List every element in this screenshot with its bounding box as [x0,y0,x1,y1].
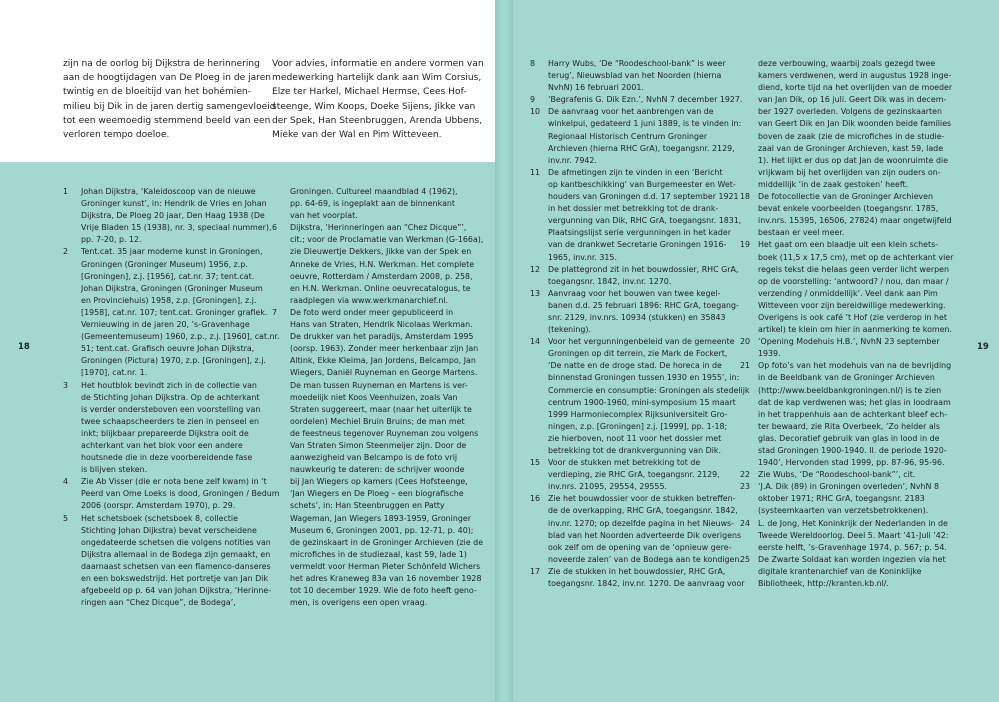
endnote-line: 1965, inv.nr. 315. [548,252,617,262]
endnote-line: daarnaast schetsen van een flamenco-danseres [81,561,271,571]
endnote-line: ‘Jan Wiegers en De Ploeg – een biografische [290,489,464,499]
endnote-number: 10 [530,107,541,117]
endnote-line: inv.nrs. 15395, 16506, 27824) maar ongetwijfeld [758,216,952,226]
page-number-right: 19 [977,342,989,352]
endnote-line: 51; tent.cat. Grafisch oeuvre Johan Dijkstra, [81,344,255,354]
endnote-line: 1940’, Hervonden stad 1999, pp. 87-96, 95-96. [758,458,945,468]
endnote-line: snr. 2129, inv.nrs. 10934 (stukken) en 35843 [548,312,726,322]
endnote-line: Witteveen voor zijn bereidwillige medewerking. [758,300,946,310]
endnote-line: inv.nr. 1270; op dezelfde pagina in het Nieuws- [548,518,734,528]
endnote-line: en H.N. Werkman. Online oeuvrecatalogus, te [290,283,471,293]
endnote [740,239,980,336]
endnote [530,336,748,457]
endnote-line: terug’, Nieuwsblad van het Noorden (hierna [548,71,722,81]
endnote-line: ‘Begrafenis G. Dik Ezn.’, NvhN 7 december 1927. [548,95,743,105]
endnote-line: De man tussen Ruyneman en Martens is ver- [290,380,468,390]
endnote-line: Zie het bouwdossier voor de stukken betreffen- [548,494,736,504]
endnote-line: de Stichting Johan Dijkstra. Op de achterkant [81,392,260,402]
endnote [530,264,748,288]
endnote-number: 8 [530,59,536,68]
endnote-line: inv.nrs. 21095, 29554, 29555. [548,482,667,492]
endnote-line: De fotocollectie van de Groninger Archieven [758,192,933,202]
endnote-number: 24 [740,518,751,528]
endnote-line: Het houtblok bevindt zich in de collectie van [81,380,257,390]
endnote-line: Van Straten Simon Steenmeijer zijn. Door de [290,440,467,450]
endnote-line: 1939. [758,349,781,359]
book-gutter [495,0,513,702]
endnotes-column-3 [530,58,748,590]
endnote-line: Groningen (Pictura) 1970, z.p. [Groningen], z.j. [81,356,266,366]
endnote-line: de de overkapping, RHC GrA, toegangsnr. 1842, [548,506,738,516]
endnote-line: middellijk ‘in de zaak gestoken’ heeft. [758,179,909,189]
endnote-line: Zie de stukken in het bouwdossier, RHC GrA, [548,566,726,576]
endnote-line: houtsnede die in deze voorbereidende fase [81,453,253,463]
endnote-line: noveerde zalen’ van de Bodega aan te kondigen. [548,554,742,564]
endnote [530,493,748,566]
endnote-line: Zie Ab Visser (die er nota bene zelf kwam) in ‘t [81,477,267,487]
endnote-line: Voor de stukken met betrekking tot de [548,458,701,468]
endnote-line: NvhN) 16 februari 2001. [548,83,644,93]
endnote-line: (http://www.beeldbankgroningen.nl/) is te zien [758,385,942,395]
endnote-line: (Gemeentemuseum) 1960, z.p., z.j. [1960], cat.nr. [81,332,280,342]
endnote-line: Op foto’s van het modehuis van na de bevrijding [758,361,952,371]
endnote-line: Commercie en consumptie: Groningen als stedelijk [548,385,750,395]
endnote-line: (oorsp. 1963). Zonder meer herkenbaar zijn Jan [290,344,479,354]
endnote-line: Zie Wubs, ‘De “Roodeschool-bank”’, cit. [758,470,916,480]
endnote-line: in het dossier met betrekking tot de drank- [548,204,719,214]
endnote [740,518,980,554]
endnote-line: Plaatsingslijst serie vergunningen in het kader [548,228,731,238]
endnote-line: Wiegers, Daniël Ruyneman en George Martens. [290,368,478,378]
text-line: medewerking hartelijk dank aan Wim Corsius, [272,73,482,84]
endnote-number: 7 [272,307,278,317]
text-line: Elze ter Harkel, Michael Hermse, Cees Hof- [272,87,467,98]
endnote-line: verdieping, zie RHC GrA, toegangsnr. 2129, [548,470,720,480]
endnote [63,380,263,477]
endnote-line: zaal van de Groninger Archieven, kast 59, lade [758,143,944,153]
endnote-line: ongedateerde schetsen die volgens notities van [81,537,271,547]
endnote-line: cit.; voor de Proclamatie van Werkman (G-166a), [290,235,484,245]
endnote-line: [Groningen], z.j. [1956], cat.nr. 37; tent.cat. [81,271,255,281]
endnote-line: het adres Kraneweg 83a van 16 november 1928 [290,574,482,583]
endnote-line: Peerd van Ome Loeks is dood, Groningen / Bedum [81,489,280,499]
endnote-line: oktober 1971; RHC GrA, toegangsnr. 2183 [758,494,925,504]
endnote-line: digitale krantenarchief van de Koninklijke [758,566,922,576]
endnote [530,288,748,336]
endnote-line: ter bewaard, zie Rita Overbeek, ‘Zo helder als [758,421,940,431]
endnote-line: Groninger kunst’, in: Hendrik de Vries en Johan [81,199,267,209]
endnote-line: De drukker van het paradijs, Amsterdam 1995 [290,332,474,342]
endnote-line: Dijkstra allemaal in de Bodega zijn gemaakt, en [81,549,271,559]
endnote-line: Johan Dijkstra, Groningen (Groninger Museum [81,283,263,293]
endnote-line: Dijkstra, ‘Herinneringen aan “Chez Dicque”’, [290,223,467,233]
endnote-number: 6 [272,223,278,233]
page-number-left: 18 [18,342,30,352]
endnote-line: achterkant van het blok voor een andere [81,440,243,450]
endnote-number: 12 [530,264,541,274]
endnote-line: ‘De natte en de droge stad. De horeca in de [548,361,722,371]
endnote [63,246,280,379]
endnote-line: ningen, z.p. [Groningen] z.j. [1999], pp. 1-18; [548,421,728,431]
endnote-line: op de voorstelling: ‘antwoord? / nou, dan maar / [758,276,949,286]
endnote-number: 15 [530,458,541,468]
endnote-line: centrum 1900-1960, mini-symposium 15 maart [548,397,736,407]
endnote-line: Groningen op dit terrein, zie Mark de Fockert, [548,349,728,359]
endnote-number: 4 [63,477,69,487]
endnote [740,554,980,590]
endnote-line: pp. 7-20, p. 12. [81,235,142,245]
endnote-line: tot 10 december 1929. Wie de foto heeft geno- [290,586,477,596]
endnote-number: 2 [63,247,69,257]
endnote-line: houders van Groningen d.d. 17 september 1921 [548,192,739,202]
endnote-line: afgebeeld op p. 64 van Johan Dijkstra, ‘Herinne- [81,586,272,596]
endnote-line: moedelijk niet Koos Veenhuizen, zoals Van [290,392,458,402]
endnote-line: binnenstad Groningen tussen 1930 en 1955’, in: [548,373,740,383]
endnote [530,167,748,264]
endnote-line: vergunning van Dik, RHC GrA, toegangsnr. 1831, [548,216,742,226]
endnote-line: De Zwarte Soldaat kan worden ingezien via het [758,554,946,564]
endnote [740,336,980,360]
endnote-line: L. de Jong, Het Koninkrijk der Nederlanden in de [758,518,948,528]
endnote-line: Anneke de Vries, H.N. Werkman. Het complete [290,259,475,269]
text-line: steenge, Wim Koops, Doeke Sijens, Jikke van [272,101,476,112]
endnote-line: Hans van Straten, Hendrik Nicolaas Werkman. [290,320,473,330]
endnote-number: 17 [530,566,541,576]
endnote-line: oordelen) Mechiel Bruin Bruins; de man met [290,416,465,426]
endnote-line: nauwkeurig te dateren: de schrijver woonde [290,465,465,475]
endnote-line: [1970], cat.nr. 1. [81,368,148,378]
endnote-line: blad van het Noorden adverteerde Dik overigens [548,530,742,540]
endnote-line: vermeldt voor Herman Pieter Schönfeld Wichers [290,561,481,571]
text-line: der Spek, Han Steenbruggen, Arenda Ubbens, [272,115,483,126]
endnote-line: van Jan Dik, op 16 juli. Geert Dik was in decem- [758,95,947,105]
endnote-number: 18 [740,192,751,202]
endnote-line: Archieven (hierna RHC GrA), toegangsnr. 2129, [548,143,735,153]
endnote [530,58,748,94]
endnote-line: 1). Het lijkt er dus op dat Jan de woonruimte die [758,155,949,165]
endnote-line: op kantbeschikking’ van Burgemeester en Wet- [548,179,736,189]
left-page [0,0,495,702]
endnote-number: 22 [740,470,751,480]
endnote-line: Wageman, Jan Wiegers 1893-1959, Groninger [290,513,471,523]
endnote-line: pp. 64-69, is ingeplakt aan de binnenkant [290,199,456,209]
endnote-line: Aanvraag voor het bouwen van twee kegel- [548,288,721,298]
intro-column-1 [63,57,276,142]
endnote-number: 14 [530,337,541,347]
endnote-line: diend, korte tijd na het overlijden van de moeder [758,83,953,93]
endnotes-column-1 [63,186,280,609]
endnote-line: 2006 (oorspr. Amsterdam 1970), p. 29. [81,501,236,511]
endnote-number: 11 [530,167,541,177]
endnote-line: Regionaal Historisch Centrum Groninger [548,131,708,141]
right-page [513,0,999,702]
endnote [740,481,980,517]
endnote-line: Altink, Ekke Kleima, Jan Jordens, Belcampo, Jan [290,356,476,366]
endnote-line: (tekening). [548,325,591,335]
endnote-line: in het trappenhuis aan de achterkant bleef ech- [758,409,948,419]
endnote [530,106,748,166]
endnote-line: aanwezigheid van Belcampo is de foto vrij [290,453,458,463]
endnote [740,469,980,481]
endnote-number: 13 [530,288,541,298]
text-line: verloren tempo doeloe. [63,130,170,141]
endnote-number: 19 [740,240,751,250]
endnote-line: van de drankwet Secretarie Groningen 1916- [548,240,727,250]
text-line: zijn na de oorlog bij Dijkstra de herinnering [63,59,260,69]
endnote [740,191,980,239]
text-line: aan de hoogtijdagen van De Ploeg in de jaren [63,73,272,84]
endnote-line: [1958], cat.nr. 107; tent.cat. Groninger grafiek. [81,307,268,317]
endnote [530,457,748,493]
endnote-line: ‘J.A. Dik (89) in Groningen overleden’, NvhN 8 [758,482,939,492]
endnote-line: De plattegrond zit in het bouwdossier, RHC GrA, [548,264,739,274]
endnote [63,476,280,512]
endnote-line: regels tekst die helaas geen verder licht werpen [758,264,949,274]
endnote-line: Johan Dijkstra, ‘Kaleidoscoop van de nieuwe [81,187,256,196]
endnote-line: toegangsnr. 1842, inv.nr. 1270. [548,276,672,286]
endnote-number: 20 [740,337,751,347]
text-line: tot een weemoedig stemmend beeld van een [63,115,271,126]
endnote-line: de gezinskaart in de Groninger Archieven (zie de [290,537,484,547]
endnote-line: inkt; blijkbaar prepareerde Dijkstra ooit de [81,428,249,438]
endnote-line: boven de zaak (zie de microfiches in de studie- [758,131,945,141]
endnote-line: Het schetsboek (schetsboek 8, collectie [81,513,238,523]
text-line: Mieke van der Wal en Pim Witteveen. [272,130,442,141]
endnote [530,566,748,590]
endnote-line: ber 1927 overleden. Volgens de gezinskaarten [758,107,942,117]
endnote-line: bestaan er veel meer. [758,228,845,238]
endnote-line: ook zelf om de opening van de ‘opnieuw gere- [548,542,732,552]
endnote-line: verzending / onmiddellijk’. Veel dank aan Pim [758,288,938,298]
endnote-line: Harry Wubs, ‘De “Roodeschool-bank” is weer [548,59,726,68]
endnote-line: kamers verdwenen, werd in augustus 1928 inge- [758,71,952,81]
endnote-line: Stichting Johan Dijkstra) bevat verscheidene [81,525,257,535]
endnote [272,307,482,609]
endnote-line: Overigens is ook café ’t Hof (zie verderop in het [758,312,948,322]
endnote-number: 16 [530,494,541,504]
endnote-line: van Geert Dik en Jan Dik woonden beide families [758,119,952,129]
endnote-line: dat de kap verdwenen was; het glas in loodraam [758,397,951,407]
endnote-line: Tent.cat. 35 jaar moderne kunst in Groningen, [81,247,263,257]
endnote-line: Groningen. Cultureel maandblad 4 (1962), [290,187,458,196]
endnote-line: in de Beeldbank van de Groninger Archieven [758,373,935,383]
endnote-line: Tweede Wereldoorlog. Deel 5. Maart ’41-Juli ’42: [758,530,949,540]
endnote-line: Museum 6, Groningen 2001, pp. 12-71, p. 40); [290,525,474,535]
endnote-line: men, is overigens een open vraag. [290,598,428,608]
endnote-line: eerste helft, ’s-Gravenhage 1974, p. 567; p. 54. [758,542,947,552]
endnote [63,513,272,610]
endnote-line: (systeemkaarten van verzetsbetrokkenen). [758,506,929,516]
endnote-line: Het gaat om een blaadje uit een klein schets- [758,240,939,250]
endnote-number: 3 [63,380,69,390]
endnote-number: 9 [530,95,536,105]
endnote-line: Vernieuwing in de jaren 20, ’s-Gravenhage [81,320,250,330]
endnote-line: Voor het vergunningenbeleid van de gemeente [548,337,735,347]
endnote-continuation [740,58,980,191]
intro-text-block [0,0,495,162]
endnote-line: twee schaapscheerders te zien in penseel en [81,416,259,426]
endnote-line: betrekking tot de drankvergunning van Dik. [548,446,721,455]
endnote-line: microfiches in de studiezaal, kast 59, lade 1) [290,549,467,559]
endnote-line: Groningen (Groninger Museum) 1956, z.p. [81,259,248,269]
endnote [272,222,482,307]
endnote-line: bevat enkele voorbeelden (toegangsnr. 1785, [758,204,939,214]
endnote-line: raadplegen via www.werkmanarchief.nl. [290,295,449,305]
endnote-line: zie Dieuwertje Dekkers, Jikke van der Spek en [290,247,472,257]
endnote-line: ‘Opening Modehuis H.B.’, NvhN 23 september [758,337,940,347]
endnote-line: deze verbouwing, waarbij zoals gezegd twee [758,59,936,68]
endnote-line: ringen aan “Chez Dicque”, de Bodega’, [81,598,236,608]
endnote-number: 25 [740,554,751,564]
endnote-continuation [272,186,482,222]
endnote-line: zie hierboven, noot 11 voor het dossier met [548,433,722,443]
text-line: milieu bij Dik in de jaren dertig samengevloeid [63,101,276,112]
acknowledgements-column [272,57,484,142]
endnotes-column-2 [272,186,482,609]
endnote-line: en Provinciehuis) 1958, z.p. [Groningen], z.j. [81,295,257,305]
endnote-number: 23 [740,482,751,492]
endnote-line: de feestneus tegenover Ruyneman zou volgens [290,428,479,438]
endnote-number: 21 [740,361,751,371]
endnote-line: banen d.d. 25 februari 1896: RHC GrA, toegang- [548,300,739,310]
endnote-line: De foto werd onder meer gepubliceerd in [290,307,454,317]
text-line: Voor advies, informatie en andere vormen van [272,59,484,69]
endnote-line: is blijven steken. [81,465,148,475]
endnote-line: oeuvre, Rotterdam / Amsterdam 2008, p. 258, [290,271,473,281]
endnote-line: glas. Decoratief gebruik van glas in lood in de [758,433,940,443]
endnote-line: Dijkstra, De Ploeg 20 jaar, Den Haag 1938 (De [81,211,265,221]
text-line: twintig en de bloeitijd van het bohémien- [63,87,251,98]
endnote-line: is verder ondersteboven een voorstelling van [81,404,261,414]
endnote-line: 1999 Harmoniecomplex Rijksuniversiteit Gro- [548,409,728,419]
endnote-line: toegangsnr. 1842, inv.nr. 1270. De aanvraag voor [548,579,745,589]
endnote [740,360,980,469]
endnote-line: boek (11,5 x 17,5 cm), met op de achterkant vier [758,252,954,262]
endnote [63,186,272,246]
endnote-line: van het voorplat. [290,211,358,221]
endnote-line: inv.nr. 7942. [548,155,597,165]
endnote-line: winkelpui, gedateerd 1 juni 1889, is te vinden in: [548,119,742,129]
endnote-line: Vrije Bladen 15 (1938), nr. 3, speciaal nummer), [81,223,272,233]
endnote-number: 5 [63,513,69,523]
endnote-number: 1 [63,187,69,196]
endnote-line: stad Groningen 1900-1940. II. de periode 1920- [758,446,947,455]
endnote-line: vrijkwam bij het overlijden van zijn ouders on- [758,167,941,177]
endnote-line: Straten suggereert, maar (naar het uiterlijk te [290,404,472,414]
endnote [530,94,748,106]
endnote-line: bij Jan Wiegers op kamers (Cees Hofsteenge, [290,477,468,487]
endnote-line: De afmetingen zijn te vinden in een ‘Bericht [548,167,723,177]
endnote-line: De aanvraag voor het aanbrengen van de [548,107,714,117]
endnote-line: Bibliotheek, http://kranten.kb.nl/. [758,579,889,589]
endnotes-column-4 [740,58,980,590]
endnote-line: artikel) te klein om hier in aanmerking te komen. [758,325,952,335]
endnote-line: schets’, in: Han Steenbruggen en Patty [290,501,445,511]
endnote-line: en een bokswedstrijd. Het portretje van Jan Dik [81,574,268,583]
